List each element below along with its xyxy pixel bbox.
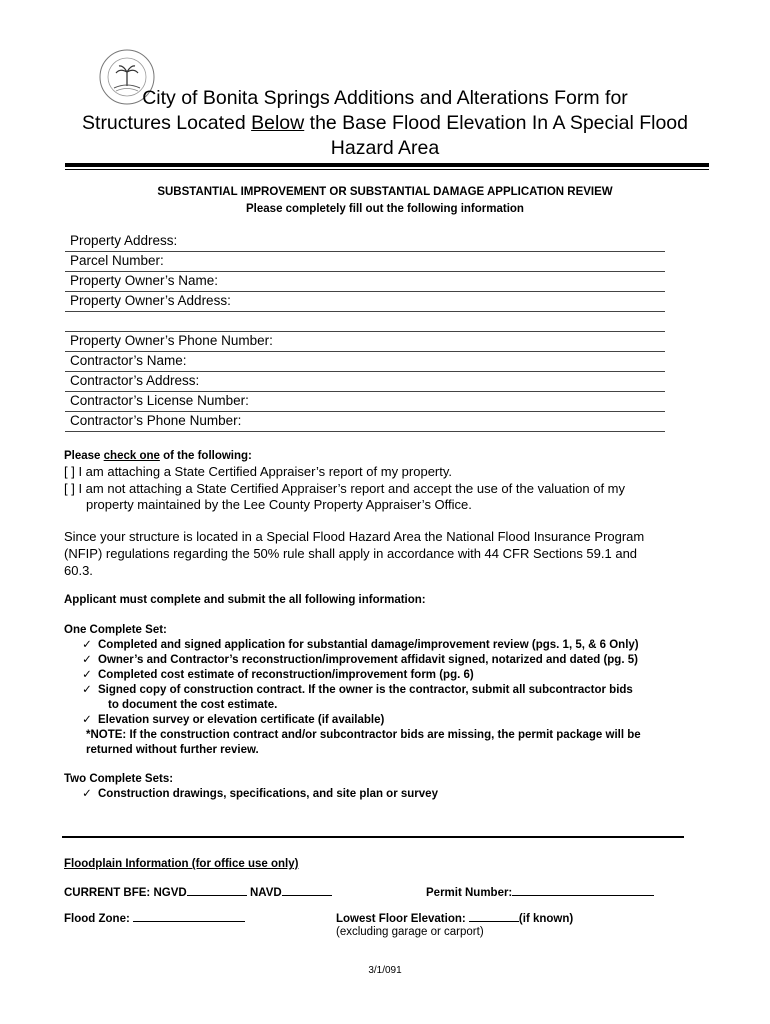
- one-set-item: [76, 713, 384, 728]
- field-label: Property Owner’s Phone Number:: [70, 333, 273, 348]
- bfe-ngvd-field[interactable]: [64, 884, 247, 901]
- if-known-label: (if known): [518, 913, 574, 925]
- owner-phone-field[interactable]: [65, 331, 665, 352]
- check-icon: ✓: [82, 639, 92, 651]
- field-label: Contractor’s Name:: [70, 353, 187, 368]
- check-icon: ✓: [82, 788, 92, 800]
- footer-date: 3/1/091: [368, 965, 402, 976]
- field-label: Contractor’s Address:: [70, 373, 200, 388]
- check-one-post: of the following:: [159, 450, 252, 462]
- one-set-item: [76, 668, 474, 683]
- title-line-2-post: the Base Flood Elevation In A Special Flood: [304, 112, 688, 134]
- owner-address-field[interactable]: [65, 291, 665, 312]
- flood-zone-label: Flood Zone:: [64, 913, 130, 925]
- check-icon: ✓: [82, 654, 92, 666]
- owner-address-line-2-field[interactable]: [65, 311, 665, 332]
- page-title: [40, 86, 730, 161]
- applicant-heading: Applicant must complete and submit the all following information:: [64, 594, 426, 606]
- excluding-note: (excluding garage or carport): [336, 926, 484, 938]
- office-use-heading: Floodplain Information (for office use only): [64, 858, 299, 870]
- title-line-2-pre: Structures Located: [82, 112, 252, 134]
- two-sets-item: [76, 787, 438, 802]
- title-rule-thin: [65, 169, 709, 170]
- one-set-item-text: Signed copy of construction contract. If the owner is the contractor, submit all subcontractor bids: [98, 684, 633, 696]
- flood-zone-blank[interactable]: [133, 910, 245, 922]
- check-icon: ✓: [82, 714, 92, 726]
- section-divider: [62, 836, 684, 838]
- contractor-address-field[interactable]: [65, 371, 665, 392]
- nfip-paragraph-line-3: 60.3.: [64, 563, 93, 578]
- permit-number-blank[interactable]: [512, 884, 654, 896]
- navd-blank[interactable]: [282, 884, 332, 896]
- navd-label: NAVD: [250, 887, 282, 899]
- one-set-item-text: Completed and signed application for substantial damage/improvement review (pgs. 1, 5, & 6 Only): [98, 639, 639, 651]
- field-label: Parcel Number:: [70, 253, 164, 268]
- bfe-ngvd-blank[interactable]: [187, 884, 247, 896]
- check-icon: ✓: [82, 669, 92, 681]
- permit-number-label: Permit Number:: [426, 887, 513, 899]
- one-set-item-text: Owner’s and Contractor’s reconstruction/improvement affidavit signed, notarized and dated (pg. 5): [98, 654, 638, 666]
- bfe-ngvd-label: CURRENT BFE: NGVD: [64, 887, 187, 899]
- one-set-heading: One Complete Set:: [64, 624, 167, 636]
- field-label: Property Owner’s Address:: [70, 293, 231, 308]
- nfip-paragraph-line-1: Since your structure is located in a Special Flood Hazard Area the National Flood Insurance Program: [64, 529, 645, 544]
- title-underlined-word: Below: [251, 112, 305, 134]
- one-set-item: [76, 638, 639, 653]
- field-label: Contractor’s License Number:: [70, 393, 249, 408]
- one-set-item-text: Elevation survey or elevation certificate (if available): [98, 714, 385, 726]
- option-not-attaching-report[interactable]: [ ] I am not attaching a State Certified Appraiser’s report and accept the use of the valuation of my: [64, 481, 626, 496]
- two-sets-heading: Two Complete Sets:: [64, 773, 174, 785]
- field-label: [65, 313, 70, 328]
- one-set-item: [76, 683, 633, 698]
- option-not-attaching-report-cont: property maintained by the Lee County Property Appraiser’s Office.: [86, 497, 472, 512]
- contractor-phone-field[interactable]: [65, 411, 665, 432]
- one-set-item-continued: to document the cost estimate.: [108, 699, 278, 711]
- navd-field[interactable]: [250, 884, 332, 901]
- contractor-name-field[interactable]: [65, 351, 665, 372]
- nfip-paragraph-line-2: (NFIP) regulations regarding the 50% rule shall apply in accordance with 44 CFR Sections 59.1 and: [64, 546, 638, 561]
- check-one-underlined: check one: [103, 450, 160, 462]
- lowest-floor-label: Lowest Floor Elevation:: [336, 913, 466, 925]
- check-icon: ✓: [82, 684, 92, 696]
- note-line-2: returned without further review.: [86, 744, 259, 756]
- field-label: Property Owner’s Name:: [70, 273, 219, 288]
- title-line-2: [40, 111, 730, 136]
- flood-zone-field[interactable]: [64, 910, 245, 927]
- option-attaching-report[interactable]: [ ] I am attaching a State Certified Appraiser’s report of my property.: [64, 464, 453, 479]
- property-address-field[interactable]: [65, 231, 665, 252]
- field-label: Property Address:: [70, 233, 178, 248]
- two-sets-item-text: Construction drawings, specifications, and site plan or survey: [98, 788, 438, 800]
- note-line-1: *NOTE: If the construction contract and/or subcontractor bids are missing, the permit package will be: [86, 729, 641, 741]
- check-one-heading: [64, 449, 252, 464]
- parcel-number-field[interactable]: [65, 251, 665, 272]
- one-set-item-text: Completed cost estimate of reconstruction/improvement form (pg. 6): [98, 669, 474, 681]
- contractor-license-field[interactable]: [65, 391, 665, 412]
- one-set-item: [76, 653, 638, 668]
- owner-name-field[interactable]: [65, 271, 665, 292]
- form-subtitle: SUBSTANTIAL IMPROVEMENT OR SUBSTANTIAL DAMAGE APPLICATION REVIEW: [157, 186, 613, 198]
- field-label: Contractor’s Phone Number:: [70, 413, 242, 428]
- form-instruction: Please completely fill out the following information: [246, 203, 524, 215]
- lowest-floor-blank[interactable]: [469, 910, 519, 922]
- permit-number-field[interactable]: [426, 884, 654, 901]
- title-rule-thick: [65, 163, 709, 167]
- check-one-pre: Please: [64, 450, 104, 462]
- title-line-1: City of Bonita Springs Additions and Alterations Form for: [142, 87, 628, 109]
- title-line-3: Hazard Area: [330, 137, 440, 159]
